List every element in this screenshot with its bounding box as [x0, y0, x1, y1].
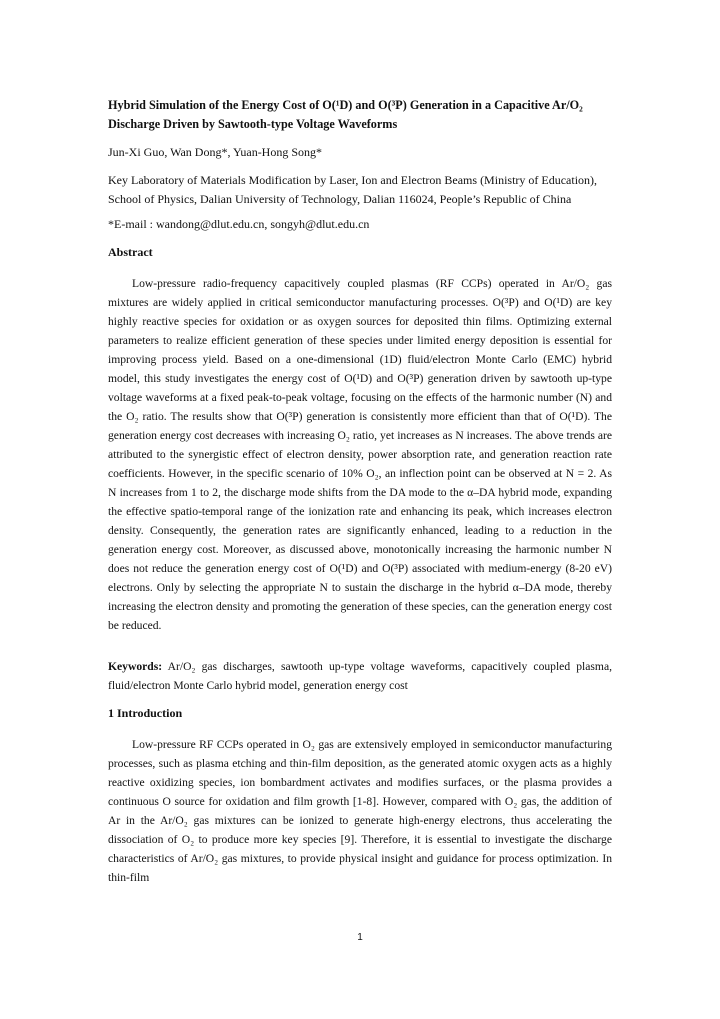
paper-title: Hybrid Simulation of the Energy Cost of O(¹D) and O(³P) Generation in a Capacitive Ar/O₂ Discharge Driven by Sawtooth-type Voltage Waveforms [108, 98, 583, 131]
keywords-text: Ar/O₂ gas discharges, sawtooth up-type voltage waveforms, capacitively coupled plasma, fluid/electron Monte Carlo hybrid model, generation energy cost [108, 660, 612, 692]
abstract-heading: Abstract [108, 245, 153, 259]
paper-page [108, 96, 612, 887]
keywords-label: Keywords: [108, 660, 163, 673]
abstract-body: Low-pressure radio-frequency capacitively coupled plasmas (RF CCPs) operated in Ar/O₂ gas mixtures are widely applied in critical semiconductor manufacturing processes. O(³P) and O(¹D) are key highly reactive species for oxidation or as oxygen sources for deposited thin films. Optimizing external parameters to realize efficient generation of these species under limited energy deposition is essential for improving process yield. Based on a one-dimensional (1D) fluid/electron Monte Carlo (EMC) hybrid model, this study investigates the energy cost of O(¹D) and O(³P) generation driven by sawtooth up-type voltage waveforms at a fixed peak-to-peak voltage, focusing on the effects of the harmonic number (N) and the O₂ ratio. The results show that O(³P) generation is consistently more efficient than that of O(¹D). The generation energy cost decreases with increasing O₂ ratio, yet increases as N increases. The above trends are attributed to the synergistic effect of electron density, power absorption rate, and generation reaction rate coefficients. However, in the specific scenario of 10% O₂, an inflection point can be observed at N = 2. As N increases from 1 to 2, the discharge mode shifts from the DA mode to the α–DA hybrid mode, expanding the effective spatio-temporal range of the ionization rate and enhancing its peak, which increases electron density. Consequently, the generation rates are significantly enhanced, leading to a reduction in the generation energy cost. Moreover, as discussed above, monotonically increasing the harmonic number N does not reduce the generation energy cost of O(¹D) and O(³P) associated with medium-energy (8-20 eV) electrons. Only by selecting the appropriate N to sustain the discharge in the hybrid α–DA mode, thereby increasing the electron density and promoting the generation of these species, can the generation energy cost be reduced. [108, 277, 612, 632]
corresponding-email: *E-mail : wandong@dlut.edu.cn, songyh@dlut.edu.cn [108, 217, 370, 231]
affiliation: Key Laboratory of Materials Modification by Laser, Ion and Electron Beams (Ministry of Education), School of Physics, Dalian University of Technology, Dalian 116024, People’s Republic of China [108, 173, 598, 206]
intro-paragraph: Low-pressure RF CCPs operated in O₂ gas are extensively employed in semiconductor manufacturing processes, such as plasma etching and thin-film deposition, as the generated atomic oxygen acts as a highly reactive oxidizing species, ion bombardment activates and modifies surfaces, or the plasma provides a continuous O source for oxidation and film growth [1-8]. However, compared with O₂ gas, the addition of Ar in the Ar/O₂ gas mixtures can be ionized to generate high-energy electrons, thus accelerating the dissociation of O₂ to produce more key species [9]. Therefore, it is essential to investigate the discharge characteristics of Ar/O₂ gas mixtures, to provide physical insight and guidance for process optimization. In thin-film [108, 738, 612, 884]
section-heading: 1 Introduction [108, 706, 183, 720]
author-list: Jun-Xi Guo, Wan Dong*, Yuan-Hong Song* [108, 145, 323, 159]
page-number: 1 [357, 932, 363, 943]
keywords [108, 657, 612, 695]
